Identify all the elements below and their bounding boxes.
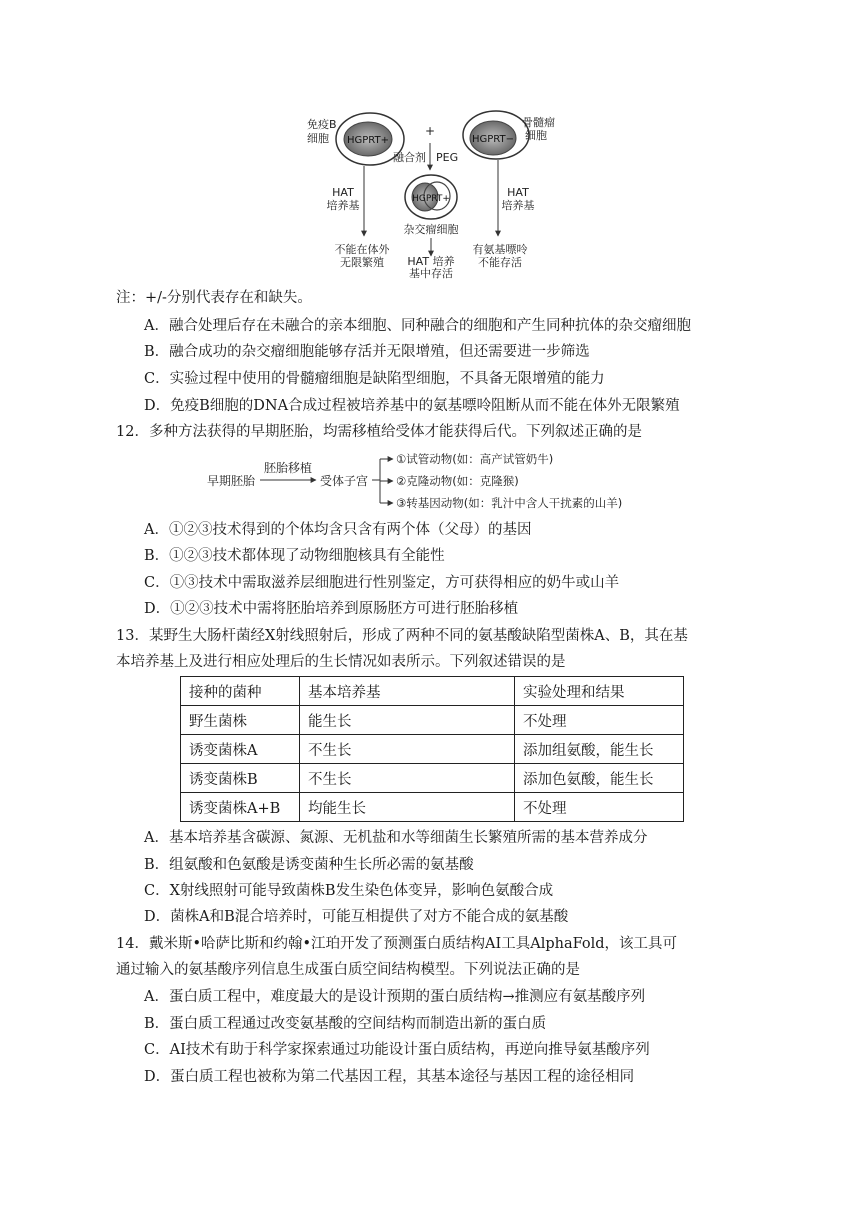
flow-branch-1: ①试管动物(如：高产试管奶牛) [396, 452, 554, 466]
flow-branch-3: ③转基因动物(如：乳汁中含人干扰素的山羊) [396, 496, 623, 510]
q14-option-c: C．AI技术有助于科学家探索通过功能设计蛋白质结构，再逆向推导氨基酸序列 [144, 1042, 650, 1058]
hybridoma-cell [405, 175, 457, 219]
myeloma-cell [463, 111, 529, 159]
q13-option-b: B．组氨酸和色氨酸是诱变菌种生长所必需的氨基酸 [144, 857, 474, 873]
table-cell: 野生菌株 [181, 706, 300, 735]
right-result-2: 不能存活 [478, 256, 522, 269]
plus-sign: + [424, 124, 436, 138]
table-cell: 添加色氨酸，能生长 [515, 764, 684, 793]
table-cell: 诱变菌株A+B [181, 793, 300, 822]
flow-middle: 受体子宫 [320, 474, 369, 488]
q12-option-b: B．①②③技术都体现了动物细胞核具有全能性 [144, 548, 445, 564]
b-cell-label-1: 免疫B [307, 118, 337, 131]
b-cell-label-2: 细胞 [307, 132, 329, 145]
q13-stem-line-2: 本培养基上及进行相应处理后的生长情况如表所示。下列叙述错误的是 [116, 654, 566, 670]
left-result-2: 无限繁殖 [340, 256, 384, 269]
table-cell: 均能生长 [300, 793, 515, 822]
hybridoma-label: 杂交瘤细胞 [403, 223, 459, 236]
table-header-cell: 实验处理和结果 [515, 677, 684, 706]
table-cell: 添加组氨酸，能生长 [515, 735, 684, 764]
myeloma-inner-label: HGPRT− [471, 134, 515, 145]
table-row [181, 706, 684, 735]
q13-option-a: A．基本培养基含碳源、氮源、无机盐和水等细菌生长繁殖所需的基本营养成分 [144, 830, 648, 846]
note-text: 注：+/-分别代表存在和缺失。 [116, 290, 312, 306]
table-cell: 不处理 [515, 793, 684, 822]
center-result-1: HAT 培养 [407, 255, 455, 268]
q13-option-d: D．菌株A和B混合培养时，可能互相提供了对方不能合成的氨基酸 [144, 909, 569, 925]
q11-option-d: D．免疫B细胞的DNA合成过程被培养基中的氨基嘌呤阻断从而不能在体外无限繁殖 [144, 398, 680, 414]
q13-option-c: C．X射线照射可能导致菌株B发生染色体变异，影响色氨酸合成 [144, 883, 554, 899]
table-cell: 不生长 [300, 764, 515, 793]
center-result-2: 基中存活 [409, 267, 453, 280]
table-row [181, 793, 684, 822]
table-cell: 诱变菌株A [181, 735, 300, 764]
q14-stem-line-2: 通过输入的氨基酸序列信息生成蛋白质空间结构模型。下列说法正确的是 [116, 962, 580, 978]
table-row [181, 764, 684, 793]
right-result-1: 有氨基嘌呤 [472, 243, 528, 256]
flow-branch-2: ②克隆动物(如：克隆猴) [396, 474, 519, 488]
right-medium-1: HAT [507, 186, 529, 199]
hybridoma-diagram [0, 0, 860, 290]
hybridoma-inner-label: HGPRT+ [412, 194, 450, 204]
peg-label: PEG [436, 151, 459, 164]
left-medium-1: HAT [332, 186, 354, 199]
flow-arrow-label: 胚胎移植 [263, 461, 313, 475]
q12-option-c: C．①③技术中需取滋养层细胞进行性别鉴定，方可获得相应的奶牛或山羊 [144, 575, 620, 591]
table-cell: 诱变菌株B [181, 764, 300, 793]
right-medium-2: 培养基 [501, 199, 535, 212]
q13-table [180, 676, 684, 822]
table-cell: 不生长 [300, 735, 515, 764]
myeloma-label-2: 细胞 [525, 129, 547, 142]
q14-option-a: A．蛋白质工程中，难度最大的是设计预期的蛋白质结构→推测应有氨基酸序列 [144, 989, 646, 1005]
table-header-cell: 基本培养基 [300, 677, 515, 706]
q11-option-b: B．融合成功的杂交瘤细胞能够存活并无限增殖，但还需要进一步筛选 [144, 344, 590, 360]
q12-option-d: D．①②③技术中需将胚胎培养到原肠胚方可进行胚胎移植 [144, 601, 519, 617]
left-result-1: 不能在体外 [334, 243, 390, 256]
table-cell: 能生长 [300, 706, 515, 735]
myeloma-label-1: 骨髓瘤 [522, 116, 555, 129]
left-medium-2: 培养基 [326, 199, 360, 212]
q12-option-a: A．①②③技术得到的个体均含只含有两个体（父母）的基因 [144, 522, 532, 538]
q13-stem-line-1: 13．某野生大肠杆菌经X射线照射后，形成了两种不同的氨基酸缺陷型菌株A、B，其在基 [116, 628, 688, 644]
q14-option-b: B．蛋白质工程通过改变氨基酸的空间结构而制造出新的蛋白质 [144, 1016, 547, 1032]
table-row [181, 735, 684, 764]
q14-stem-line-1: 14．戴米斯•哈萨比斯和约翰•江珀开发了预测蛋白质结构AI工具AlphaFold，该工具可 [116, 936, 678, 952]
flow-start: 早期胚胎 [207, 474, 256, 488]
table-header-row [181, 677, 684, 706]
q11-option-c: C．实验过程中使用的骨髓瘤细胞是缺陷型细胞，不具备无限增殖的能力 [144, 371, 605, 387]
b-cell-inner-label: HGPRT+ [346, 135, 390, 146]
table-header-cell: 接种的菌种 [181, 677, 300, 706]
fusion-agent-label: 融合剂 [393, 151, 426, 164]
q14-option-d: D．蛋白质工程也被称为第二代基因工程，其基本途径与基因工程的途径相同 [144, 1069, 635, 1085]
embryo-flow-diagram [0, 448, 860, 518]
q12-stem: 12．多种方法获得的早期胚胎，均需移植给受体才能获得后代。下列叙述正确的是 [116, 424, 642, 440]
q11-option-a: A．融合处理后存在未融合的亲本细胞、同种融合的细胞和产生同种抗体的杂交瘤细胞 [144, 318, 691, 334]
table-cell: 不处理 [515, 706, 684, 735]
